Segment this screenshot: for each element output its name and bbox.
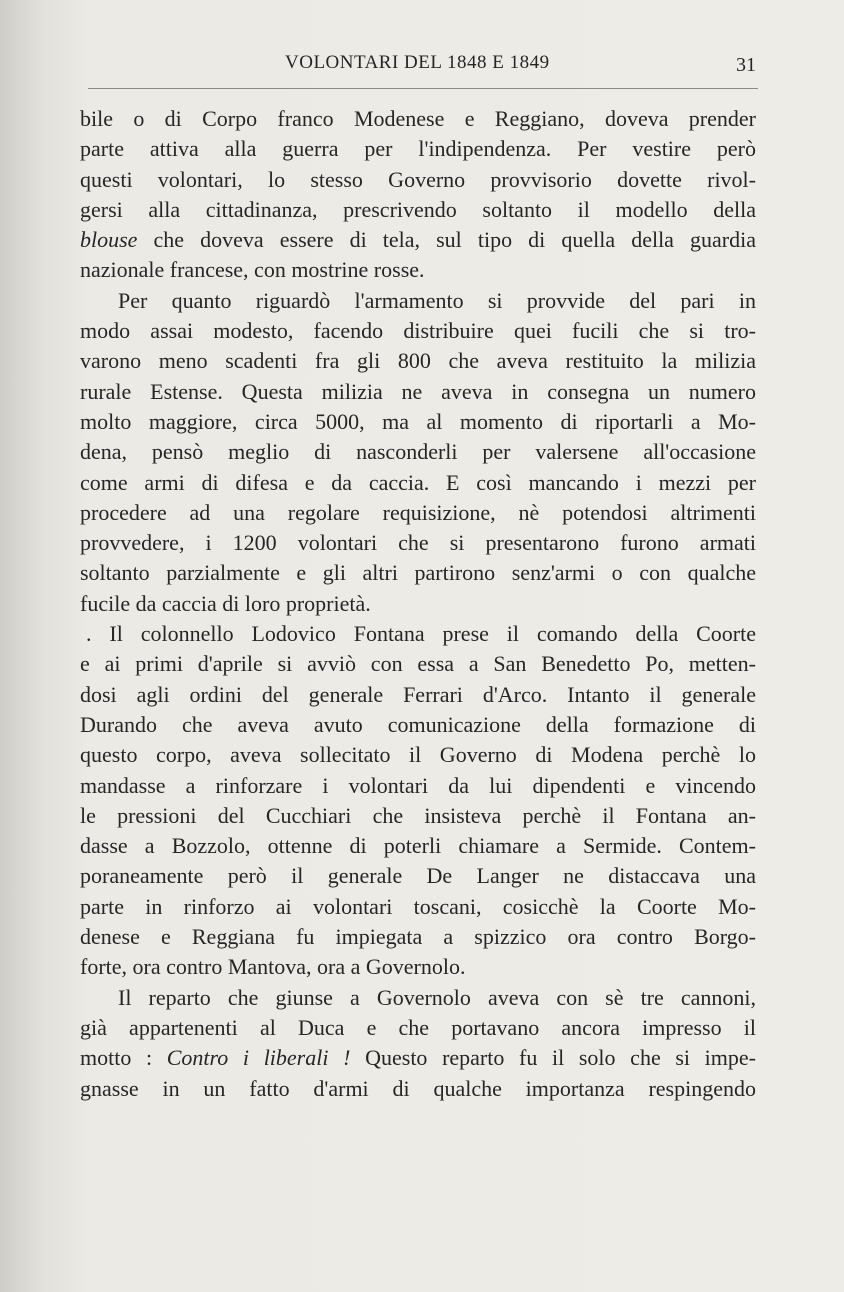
text-line: rurale Estense. Questa milizia ne aveva in consegna un numero: [80, 378, 756, 404]
text-line: dasse a Bozzolo, ottenne di poterli chiamare a Sermide. Contem-: [80, 833, 756, 859]
text-line: modo assai modesto, facendo distribuire quei fucili che si tro-: [80, 318, 756, 344]
text-line: Il reparto che giunse a Governolo aveva con sè tre cannoni,: [118, 984, 756, 1010]
text-line: questi volontari, lo stesso Governo provvisorio dovette rivol-: [80, 166, 756, 192]
text-line: parte attiva alla guerra per l'indipendenza. Per vestire però: [80, 136, 756, 162]
header-rule: [88, 88, 758, 89]
text-line: e ai primi d'aprile si avviò con essa a San Benedetto Po, metten-: [80, 651, 756, 677]
text-line: gersi alla cittadinanza, prescrivendo soltanto il modello della: [80, 196, 756, 222]
text-line: motto : Contro i liberali ! Questo reparto fu il solo che si impe-: [80, 1045, 756, 1071]
text-line: blouse che doveva essere di tela, sul tipo di quella della guardia: [80, 227, 756, 253]
text-line: varono meno scadenti fra gli 800 che aveva restituito la milizia: [80, 348, 756, 374]
text-line: soltanto parzialmente e gli altri partirono senz'armi o con qualche: [80, 560, 756, 586]
text-line: gnasse in un fatto d'armi di qualche importanza respingendo: [80, 1075, 756, 1101]
text-line: poraneamente però il generale De Langer ne distaccava una: [80, 863, 756, 889]
text-line: bile o di Corpo franco Modenese e Reggiano, doveva prender: [80, 106, 756, 131]
text-line: Durando che aveva avuto comunicazione della formazione di: [80, 711, 756, 737]
running-title: VOLONTARI DEL 1848 E 1849: [285, 52, 550, 73]
text-line: parte in rinforzo ai volontari toscani, cosicchè la Coorte Mo-: [80, 893, 756, 919]
page-number: 31: [736, 54, 756, 76]
text-line: fucile da caccia di loro proprietà.: [80, 590, 371, 616]
text-line: già appartenenti al Duca e che portavano ancora impresso il: [80, 1014, 756, 1040]
text-line: molto maggiore, circa 5000, ma al momento di riportarli a Mo-: [80, 408, 756, 434]
text-line: provvedere, i 1200 volontari che si presentarono furono armati: [80, 530, 756, 556]
text-line: le pressioni del Cucchiari che insisteva perchè il Fontana an-: [80, 802, 756, 828]
text-line: procedere ad una regolare requisizione, nè potendosi altrimenti: [80, 499, 756, 525]
italic-phrase: blouse: [80, 227, 138, 253]
text-line: denese e Reggiana fu impiegata a spizzico ora contro Borgo-: [80, 924, 756, 950]
text-line: come armi di difesa e da caccia. E così mancando i mezzi per: [80, 469, 756, 495]
text-line: dosi agli ordini del generale Ferrari d'Arco. Intanto il generale: [80, 681, 756, 707]
text-line: . Il colonnello Lodovico Fontana prese il comando della Coorte: [86, 621, 756, 647]
text-line: mandasse a rinforzare i volontari da lui dipendenti e vincendo: [80, 772, 756, 798]
page-header: [80, 48, 760, 82]
text-line: Per quanto riguardò l'armamento si provvide del pari in: [118, 287, 756, 313]
body-text: [80, 104, 756, 1104]
text-line: dena, pensò meglio di nasconderli per valersene all'occasione: [80, 439, 756, 465]
italic-phrase: Contro i liberali !: [166, 1045, 351, 1071]
text-line: nazionale francese, con mostrine rosse.: [80, 257, 425, 283]
text-line: questo corpo, aveva sollecitato il Governo di Modena perchè lo: [80, 742, 756, 768]
text-line: forte, ora contro Mantova, ora a Governolo.: [80, 954, 466, 980]
